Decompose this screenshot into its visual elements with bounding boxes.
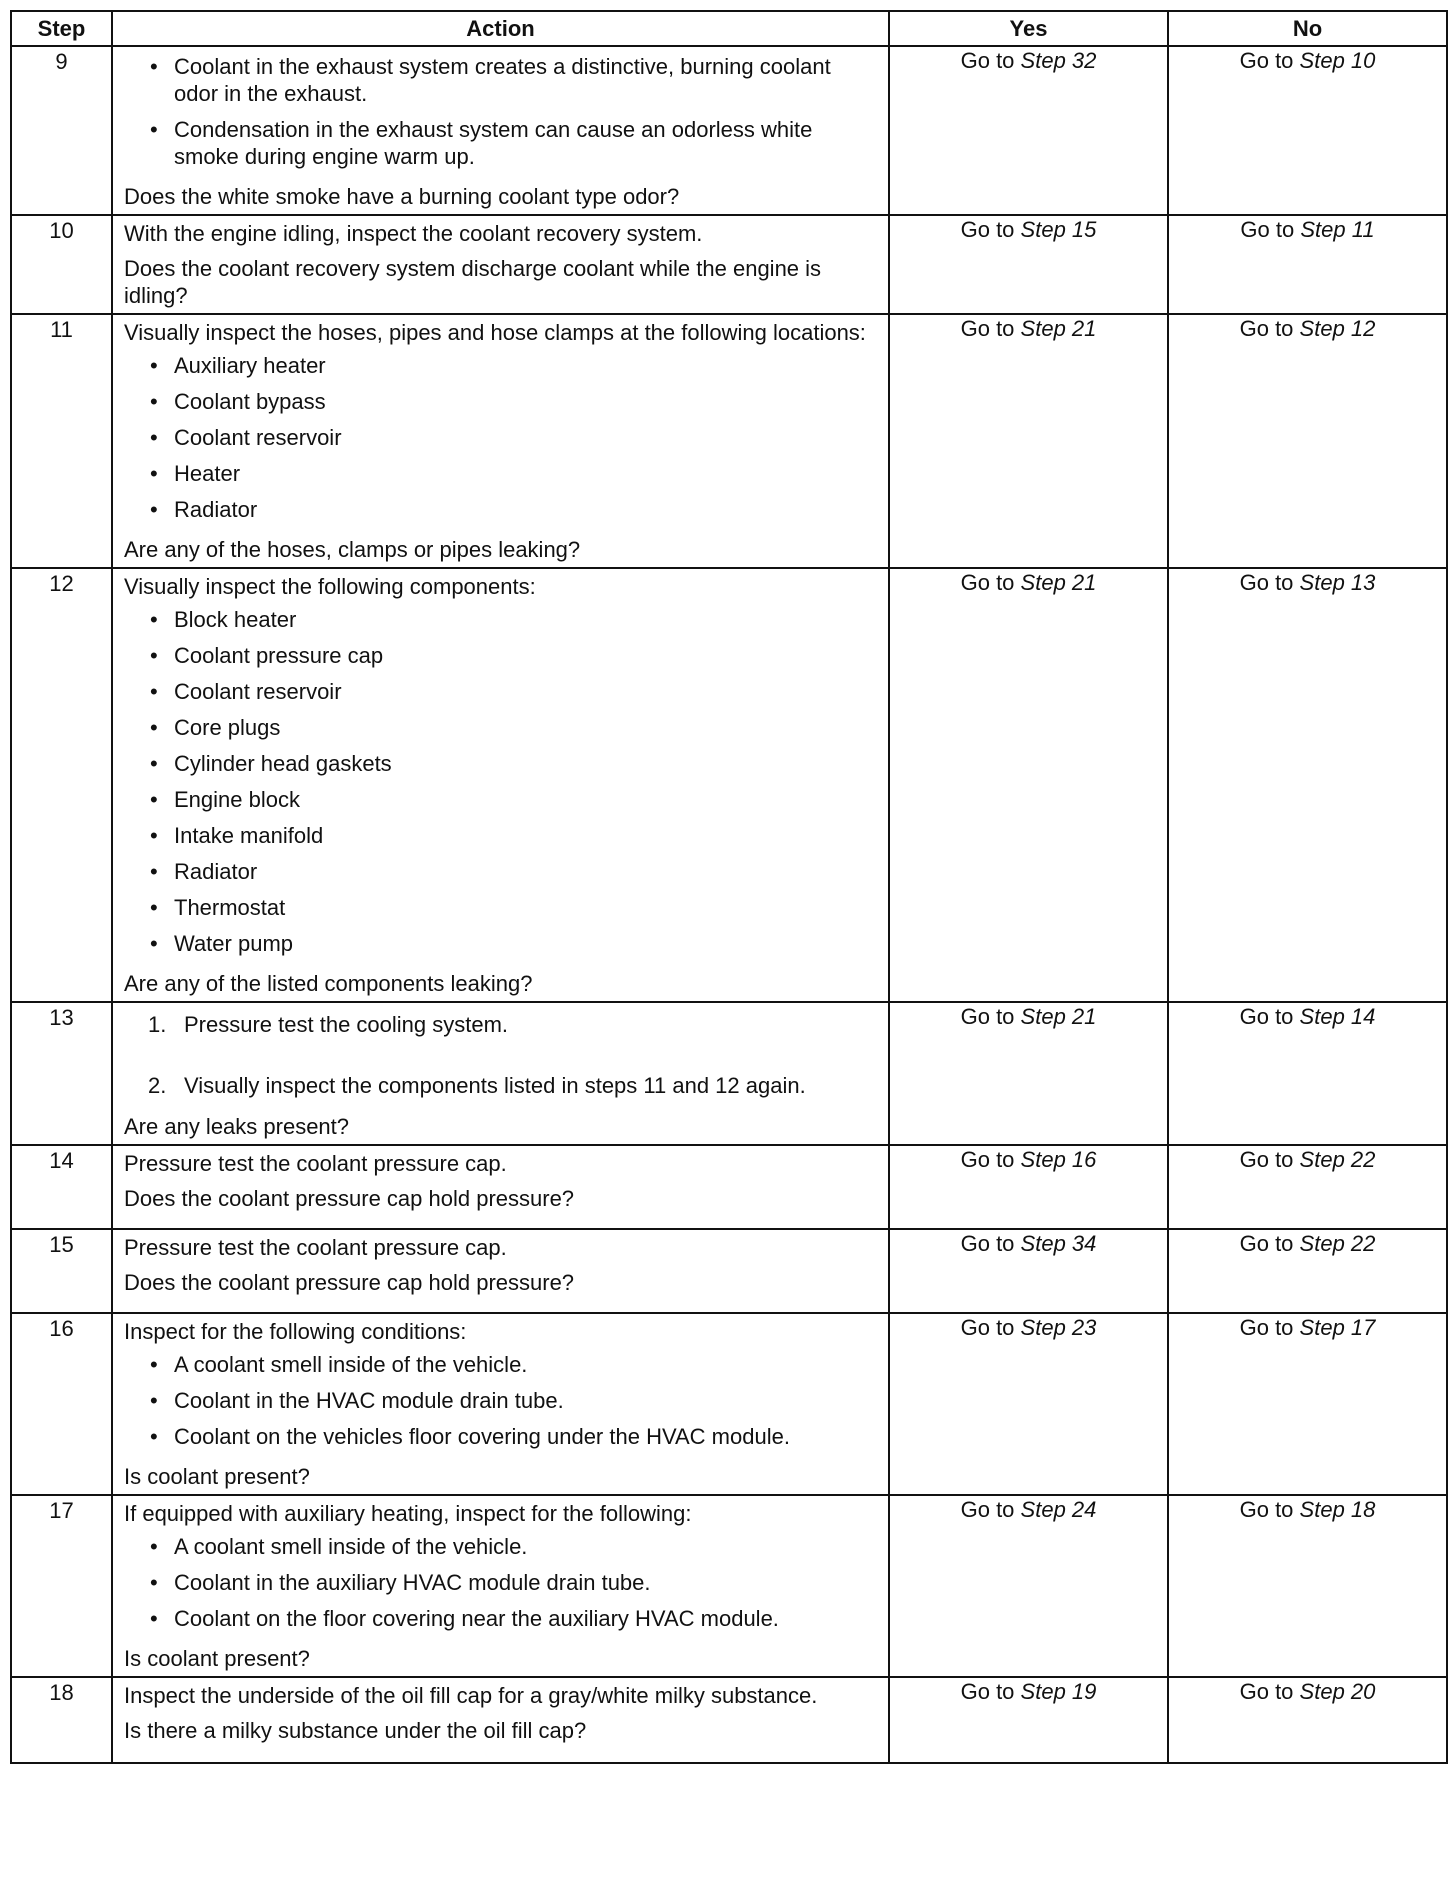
action-question: Is coolant present? [124, 1464, 310, 1489]
action-cell [112, 46, 889, 215]
table-row [11, 568, 1447, 1002]
go-to-label: Go to [1239, 48, 1294, 73]
bullet-item: • Engine block [148, 786, 878, 813]
numbered-item [148, 1072, 878, 1099]
bullet-item: • Intake manifold [148, 822, 878, 849]
numbered-item [148, 1011, 878, 1038]
yes-result [889, 1677, 1168, 1763]
bullet-item: • Water pump [148, 930, 878, 957]
step-number: 16 [11, 1313, 112, 1495]
action-content [124, 1007, 878, 1140]
action-intro: Inspect the underside of the oil fill cap for a gray/white milky substance. [124, 1683, 818, 1708]
action-cell [112, 1495, 889, 1677]
bullet-item: • Coolant in the HVAC module drain tube. [148, 1387, 878, 1414]
go-to-label: Go to [960, 1231, 1015, 1256]
step-reference: Step 16 [1020, 1147, 1097, 1172]
bullet-item: • Radiator [148, 858, 878, 885]
bullet-item: • A coolant smell inside of the vehicle. [148, 1533, 878, 1560]
go-to-label: Go to [960, 316, 1015, 341]
diagnostic-table [10, 10, 1448, 1764]
no-result [1168, 1677, 1447, 1763]
table-row [11, 1229, 1447, 1313]
diagnostic-page [10, 10, 1446, 1764]
step-reference: Step 17 [1299, 1315, 1376, 1340]
action-cell [112, 314, 889, 568]
go-to-label: Go to [960, 1315, 1015, 1340]
bullet-item: • Coolant reservoir [148, 424, 878, 451]
header-no: No [1168, 11, 1447, 46]
no-result [1168, 1495, 1447, 1677]
no-result [1168, 1313, 1447, 1495]
step-reference: Step 15 [1020, 217, 1097, 242]
action-content [124, 1500, 878, 1672]
step-reference: Step 18 [1299, 1497, 1376, 1522]
bullet-item: • Condensation in the exhaust system can cause an odorless white smoke during engine warm up. [148, 116, 878, 170]
action-cell [112, 1145, 889, 1229]
action-content [124, 1234, 878, 1296]
header-yes: Yes [889, 11, 1168, 46]
yes-result [889, 1495, 1168, 1677]
step-reference: Step 10 [1299, 48, 1376, 73]
go-to-label: Go to [1239, 1004, 1294, 1029]
bullet-item: • Block heater [148, 606, 878, 633]
action-cell [112, 1677, 889, 1763]
go-to-label: Go to [1239, 1679, 1294, 1704]
action-intro: Visually inspect the hoses, pipes and hose clamps at the following locations: [124, 320, 866, 345]
step-number: 10 [11, 215, 112, 314]
step-reference: Step 21 [1020, 570, 1097, 595]
action-intro: With the engine idling, inspect the coolant recovery system. [124, 221, 703, 246]
action-instructions [124, 319, 878, 532]
bullet-list [124, 606, 878, 957]
action-question: Is there a milky substance under the oil fill cap? [124, 1718, 587, 1743]
step-reference: Step 12 [1299, 316, 1376, 341]
bullet-item: • Radiator [148, 496, 878, 523]
table-row [11, 1495, 1447, 1677]
step-reference: Step 21 [1020, 1004, 1097, 1029]
action-instructions [124, 1234, 878, 1265]
step-number: 15 [11, 1229, 112, 1313]
no-result [1168, 1229, 1447, 1313]
go-to-label: Go to [960, 1679, 1015, 1704]
bullet-item: • Auxiliary heater [148, 352, 878, 379]
go-to-label: Go to [1239, 1497, 1294, 1522]
step-reference: Step 32 [1020, 48, 1097, 73]
action-intro: Visually inspect the following components: [124, 574, 536, 599]
bullet-item: • Coolant reservoir [148, 678, 878, 705]
item-text: Visually inspect the components listed in steps 11 and 12 again. [184, 1073, 806, 1098]
go-to-label: Go to [1239, 1315, 1294, 1340]
bullet-item: • Coolant on the vehicles floor covering under the HVAC module. [148, 1423, 878, 1450]
step-number: 9 [11, 46, 112, 215]
no-result [1168, 215, 1447, 314]
bullet-item: • Core plugs [148, 714, 878, 741]
yes-result [889, 1145, 1168, 1229]
item-number: 1. [148, 1012, 167, 1037]
go-to-label: Go to [1239, 316, 1294, 341]
step-number: 12 [11, 568, 112, 1002]
table-row [11, 314, 1447, 568]
go-to-label: Go to [960, 217, 1015, 242]
step-number: 14 [11, 1145, 112, 1229]
step-reference: Step 20 [1299, 1679, 1376, 1704]
table-row [11, 215, 1447, 314]
step-reference: Step 11 [1300, 217, 1375, 242]
action-content [124, 573, 878, 997]
action-instructions [124, 1682, 878, 1713]
no-result [1168, 314, 1447, 568]
table-row [11, 46, 1447, 215]
action-cell [112, 1002, 889, 1145]
go-to-label: Go to [1240, 217, 1295, 242]
action-content [124, 319, 878, 563]
go-to-label: Go to [960, 1497, 1015, 1522]
action-content [124, 1150, 878, 1212]
action-instructions [124, 220, 878, 251]
action-instructions [124, 51, 878, 179]
step-reference: Step 34 [1020, 1231, 1097, 1256]
action-intro: Pressure test the coolant pressure cap. [124, 1235, 507, 1260]
action-question: Does the white smoke have a burning coolant type odor? [124, 184, 680, 209]
action-cell [112, 568, 889, 1002]
action-instructions [124, 1007, 878, 1109]
action-intro: If equipped with auxiliary heating, inspect for the following: [124, 1501, 692, 1526]
action-cell [112, 1229, 889, 1313]
yes-result [889, 1313, 1168, 1495]
yes-result [889, 1229, 1168, 1313]
yes-result [889, 1002, 1168, 1145]
action-instructions [124, 1500, 878, 1641]
action-cell [112, 1313, 889, 1495]
step-reference: Step 24 [1020, 1497, 1097, 1522]
table-header-row [11, 11, 1447, 46]
bullet-item: • Cylinder head gaskets [148, 750, 878, 777]
action-question: Does the coolant pressure cap hold pressure? [124, 1270, 575, 1295]
yes-result [889, 215, 1168, 314]
action-question: Does the coolant recovery system discharge coolant while the engine is idling? [124, 256, 822, 308]
bullet-item: • Coolant on the floor covering near the auxiliary HVAC module. [148, 1605, 878, 1632]
action-instructions [124, 573, 878, 966]
step-reference: Step 14 [1299, 1004, 1376, 1029]
bullet-item: • Coolant in the auxiliary HVAC module drain tube. [148, 1569, 878, 1596]
step-number: 18 [11, 1677, 112, 1763]
header-action: Action [112, 11, 889, 46]
go-to-label: Go to [960, 1004, 1015, 1029]
go-to-label: Go to [960, 48, 1015, 73]
action-instructions [124, 1318, 878, 1459]
action-intro: Pressure test the coolant pressure cap. [124, 1151, 507, 1176]
yes-result [889, 568, 1168, 1002]
go-to-label: Go to [1239, 570, 1294, 595]
step-reference: Step 19 [1020, 1679, 1097, 1704]
action-instructions [124, 1150, 878, 1181]
action-content [124, 1682, 878, 1744]
table-row [11, 1002, 1447, 1145]
step-reference: Step 22 [1299, 1231, 1376, 1256]
step-number: 17 [11, 1495, 112, 1677]
step-reference: Step 22 [1299, 1147, 1376, 1172]
action-question: Are any of the hoses, clamps or pipes leaking? [124, 537, 581, 562]
numbered-list [124, 1011, 878, 1099]
bullet-item: • Coolant in the exhaust system creates a distinctive, burning coolant odor in the exhaust. [148, 53, 878, 107]
no-result [1168, 1002, 1447, 1145]
bullet-list [124, 352, 878, 523]
yes-result [889, 314, 1168, 568]
go-to-label: Go to [1239, 1231, 1294, 1256]
action-question: Is coolant present? [124, 1646, 310, 1671]
action-intro: Inspect for the following conditions: [124, 1319, 467, 1344]
bullet-item: • Coolant bypass [148, 388, 878, 415]
table-row [11, 1313, 1447, 1495]
bullet-item: • A coolant smell inside of the vehicle. [148, 1351, 878, 1378]
table-body [11, 46, 1447, 1763]
bullet-item: • Coolant pressure cap [148, 642, 878, 669]
bullet-item: • Thermostat [148, 894, 878, 921]
action-content [124, 51, 878, 210]
action-cell [112, 215, 889, 314]
no-result [1168, 1145, 1447, 1229]
no-result [1168, 46, 1447, 215]
go-to-label: Go to [1239, 1147, 1294, 1172]
no-result [1168, 568, 1447, 1002]
go-to-label: Go to [960, 570, 1015, 595]
action-question: Does the coolant pressure cap hold pressure? [124, 1186, 575, 1211]
bullet-list [124, 1533, 878, 1632]
action-content [124, 220, 878, 309]
go-to-label: Go to [960, 1147, 1015, 1172]
bullet-list [124, 53, 878, 170]
yes-result [889, 46, 1168, 215]
step-reference: Step 21 [1020, 316, 1097, 341]
table-row [11, 1145, 1447, 1229]
action-question: Are any of the listed components leaking? [124, 971, 533, 996]
action-question: Are any leaks present? [124, 1114, 350, 1139]
item-number: 2. [148, 1073, 167, 1098]
bullet-list [124, 1351, 878, 1450]
step-reference: Step 23 [1020, 1315, 1097, 1340]
table-row [11, 1677, 1447, 1763]
step-number: 11 [11, 314, 112, 568]
action-content [124, 1318, 878, 1490]
item-text: Pressure test the cooling system. [184, 1012, 509, 1037]
header-step: Step [11, 11, 112, 46]
bullet-item: • Heater [148, 460, 878, 487]
step-reference: Step 13 [1299, 570, 1376, 595]
step-number: 13 [11, 1002, 112, 1145]
